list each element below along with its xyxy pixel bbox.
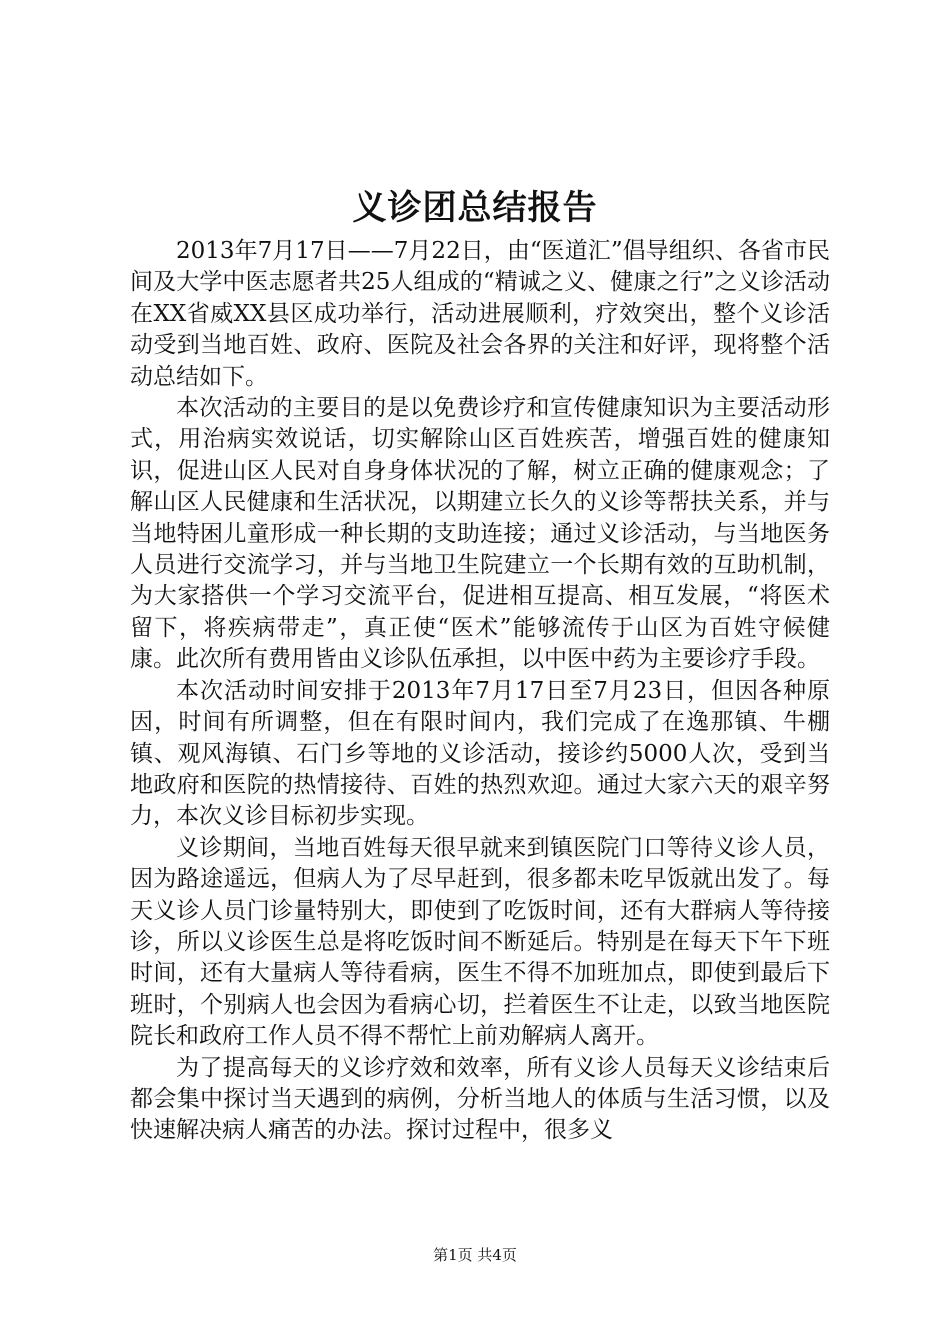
paragraph-3: 本次活动时间安排于2013年7月17日至7月23日，但因各种原因，时间有所调整，但在有限时间内，我们完成了在逸那镇、牛棚镇、观风海镇、石门乡等地的义诊活动，接诊约5000人次，受到当地政府和医院的热情接待、百姓的热烈欢迎。通过大家六天的艰辛努力，本次义诊目标初步实现。 [130,677,830,830]
paragraph-2: 本次活动的主要目的是以免费诊疗和宣传健康知识为主要活动形式，用治病实效说话，切实解除山区百姓疾苦，增强百姓的健康知识，促进山区人民对自身身体状况的了解，树立正确的健康观念；了解山区人民健康和生活状况，以期建立长久的义诊等帮扶关系，并与当地特困儿童形成一种长期的支助连接；通过义诊活动，与当地医务人员进行交流学习，并与当地卫生院建立一个长期有效的互助机制，为大家搭供一个学习交流平台，促进相互提高、相互发展，“将医术留下，将疾病带走”，真正使“医术”能够流传于山区为百姓守候健康。此次所有费用皆由义诊队伍承担，以中医中药为主要诊疗手段。 [130,395,830,673]
paragraph-5: 为了提高每天的义诊疗效和效率，所有义诊人员每天义诊结束后都会集中探讨当天遇到的病例，分析当地人的体质与生活习惯，以及快速解决病人痛苦的办法。探讨过程中，很多义 [130,1054,830,1144]
paragraph-1: 2013年7月17日——7月22日，由“医道汇”倡导组织、各省市民间及大学中医志愿者共25人组成的“精诚之义、健康之行”之义诊活动在XX省威XX县区成功举行，活动进展顺利，疗效突出，整个义诊活动受到当地百姓、政府、医院及社会各界的关注和好评，现将整个活动总结如下。 [130,238,830,390]
document-body [130,236,830,1147]
page-footer: 第1页 共4页 [433,1246,517,1264]
document-title: 义诊团总结报告 [352,188,598,228]
paragraph-4: 义诊期间，当地百姓每天很早就来到镇医院门口等待义诊人员，因为路途遥远，但病人为了尽早赶到，很多都未吃早饭就出发了。每天义诊人员门诊量特别大，即使到了吃饭时间，还有大群病人等待接诊，所以义诊医生总是将吃饭时间不断延后。特别是在每天下午下班时间，还有大量病人等待看病，医生不得不加班加点，即使到最后下班时，个别病人也会因为看病心切，拦着医生不让走，以致当地医院院长和政府工作人员不得不帮忙上前劝解病人离开。 [130,834,830,1050]
